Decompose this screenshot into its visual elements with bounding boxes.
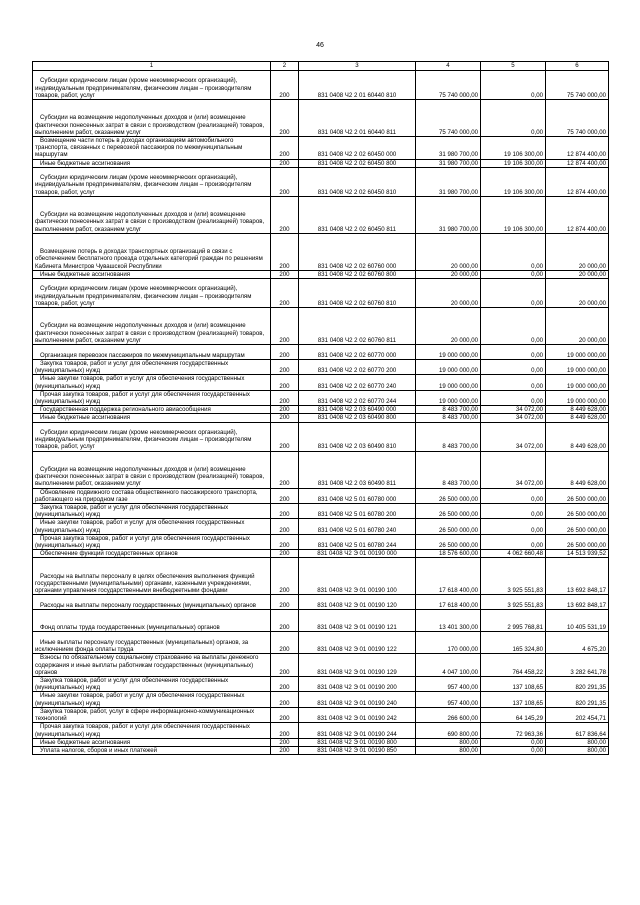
table-row — [33, 375, 609, 390]
row-executed-amount: 34 072,00 — [481, 414, 546, 422]
row-unexecuted-amount: 4 675,20 — [546, 632, 609, 654]
row-name-text: Обновление подвижного состава общественного пассажирского транспорта, работающего на природном газе — [35, 488, 258, 503]
row-budget-classification-code: 831 0408 Ч2 2 02 60770 240 — [299, 375, 416, 390]
row-name-text: Субсидии юридическим лицам (кроме некоммерческих организаций), индивидуальным предпринимателям, физическим лицам – производителям товаров, работ, услуг — [35, 174, 252, 196]
row-budget-classification-code: 831 0408 Ч2 Э 01 00190 200 — [299, 677, 416, 692]
row-budget-classification-code: 831 0408 Ч2 Э 01 00190 121 — [299, 610, 416, 632]
row-budget-classification-code: 831 0408 Ч2 2 03 60490 800 — [299, 414, 416, 422]
row-executed-amount: 0,00 — [481, 746, 546, 754]
row-line-code: 200 — [271, 100, 299, 137]
row-line-code: 200 — [271, 723, 299, 738]
row-executed-amount: 0,00 — [481, 738, 546, 746]
row-name-text: Обеспечение функций государственных органов — [40, 550, 178, 558]
row-name-text: Субсидии на возмещение недополученных доходов и (или) возмещение фактически понесенных затрат в связи с производством (реализацией) товаров, выполнением работ, оказанием услуг — [35, 466, 265, 488]
row-executed-amount: 3 925 551,83 — [481, 595, 546, 610]
row-name-text: Организация перевозок пассажиров по межмуниципальным маршрутам — [40, 351, 245, 359]
row-budget-classification-code: 831 0408 Ч2 Э 01 00190 850 — [299, 746, 416, 754]
row-approved-amount: 20 000,00 — [416, 270, 481, 278]
table-row — [33, 422, 609, 451]
row-approved-amount: 800,00 — [416, 746, 481, 754]
row-name-text: Закупка товаров, работ и услуг для обеспечения государственных (муниципальных) нужд — [35, 504, 229, 519]
table-row — [33, 504, 609, 519]
row-budget-classification-code: 831 0408 Ч2 2 02 60450 810 — [299, 167, 416, 196]
row-name — [33, 270, 271, 278]
row-budget-classification-code: 831 0408 Ч2 5 01 60780 200 — [299, 504, 416, 519]
row-name-text: Уплата налогов, сборов и иных платежей — [40, 746, 158, 754]
row-line-code: 200 — [271, 738, 299, 746]
row-line-code: 200 — [271, 71, 299, 100]
row-approved-amount: 19 000 000,00 — [416, 390, 481, 405]
row-budget-classification-code: 831 0408 Ч2 2 02 60770 244 — [299, 390, 416, 405]
row-name-text: Взносы по обязательному социальному страхованию на выплаты денежного содержания и иные выплаты работникам государственных (муниципальных) органов — [35, 654, 259, 676]
row-name-text: Прочая закупка товаров, работ и услуг для обеспечения государственных (муниципальных) нужд — [35, 390, 250, 406]
row-unexecuted-amount: 20 000,00 — [546, 279, 609, 308]
row-unexecuted-amount: 820 291,35 — [546, 692, 609, 707]
row-name — [33, 167, 271, 196]
row-approved-amount: 20 000,00 — [416, 279, 481, 308]
table-row — [33, 519, 609, 534]
row-unexecuted-amount: 20 000,00 — [546, 233, 609, 270]
row-executed-amount: 19 106 300,00 — [481, 167, 546, 196]
row-unexecuted-amount: 26 500 000,00 — [546, 534, 609, 549]
row-budget-classification-code: 831 0408 Ч2 Э 01 00190 122 — [299, 632, 416, 654]
row-approved-amount: 8 483 700,00 — [416, 414, 481, 422]
row-budget-classification-code: 831 0408 Ч2 2 02 60450 811 — [299, 196, 416, 233]
row-executed-amount: 72 963,36 — [481, 723, 546, 738]
table-row — [33, 167, 609, 196]
row-unexecuted-amount: 12 874 400,00 — [546, 137, 609, 160]
row-line-code: 200 — [271, 414, 299, 422]
row-name — [33, 746, 271, 754]
row-unexecuted-amount: 75 740 000,00 — [546, 100, 609, 137]
row-name — [33, 308, 271, 345]
row-line-code: 200 — [271, 488, 299, 503]
row-name — [33, 233, 271, 270]
row-approved-amount: 31 980 700,00 — [416, 159, 481, 167]
column-header-3: 3 — [299, 62, 416, 71]
row-approved-amount: 690 800,00 — [416, 723, 481, 738]
row-approved-amount: 19 000 000,00 — [416, 360, 481, 375]
row-budget-classification-code: 831 0408 Ч2 2 03 60490 811 — [299, 451, 416, 488]
row-executed-amount: 4 062 660,48 — [481, 550, 546, 558]
row-line-code: 200 — [271, 677, 299, 692]
row-executed-amount: 19 106 300,00 — [481, 196, 546, 233]
table-row — [33, 610, 609, 632]
row-name — [33, 390, 271, 405]
row-name — [33, 610, 271, 632]
row-name-text: Субсидии на возмещение недополученных доходов и (или) возмещение фактически понесенных затрат в связи с производством (реализацией) товаров, выполнением работ, оказанием услуг — [35, 322, 265, 344]
row-line-code: 200 — [271, 519, 299, 534]
row-executed-amount: 34 072,00 — [481, 406, 546, 414]
row-executed-amount: 0,00 — [481, 279, 546, 308]
row-budget-classification-code: 831 0408 Ч2 Э 01 00190 000 — [299, 550, 416, 558]
table-row — [33, 196, 609, 233]
row-budget-classification-code: 831 0408 Ч2 5 01 60780 240 — [299, 519, 416, 534]
row-line-code: 200 — [271, 308, 299, 345]
row-unexecuted-amount: 20 000,00 — [546, 270, 609, 278]
row-unexecuted-amount: 800,00 — [546, 738, 609, 746]
row-line-code: 200 — [271, 390, 299, 405]
row-approved-amount: 19 000 000,00 — [416, 375, 481, 390]
row-name-text: Иные бюджетные ассигнования — [40, 159, 131, 167]
row-name-text: Иные закупки товаров, работ и услуг для обеспечения государственных (муниципальных) нужд — [35, 519, 245, 534]
row-name — [33, 196, 271, 233]
row-name-text: Субсидии юридическим лицам (кроме некоммерческих организаций), индивидуальным предпринимателям, физическим лицам – производителям товаров, работ, услуг — [35, 285, 252, 307]
row-name-text: Субсидии юридическим лицам (кроме некоммерческих организаций), индивидуальным предпринимателям, физическим лицам – производителям товаров, работ, услуг — [35, 77, 252, 99]
row-name — [33, 723, 271, 738]
row-executed-amount: 0,00 — [481, 504, 546, 519]
row-line-code: 200 — [271, 279, 299, 308]
table-row — [33, 654, 609, 677]
row-budget-classification-code: 831 0408 Ч2 2 01 60440 810 — [299, 71, 416, 100]
table-row — [33, 746, 609, 754]
row-line-code: 200 — [271, 360, 299, 375]
row-name — [33, 100, 271, 137]
row-approved-amount: 266 600,00 — [416, 707, 481, 722]
row-line-code: 200 — [271, 550, 299, 558]
row-line-code: 200 — [271, 610, 299, 632]
row-name-text: Иные бюджетные ассигнования — [40, 414, 131, 422]
row-name-text: Иные выплаты персоналу государственных (муниципальных) органов, за исключением фонда оплаты труда — [35, 639, 249, 654]
row-line-code: 200 — [271, 137, 299, 160]
table-row — [33, 558, 609, 595]
table-row — [33, 390, 609, 405]
row-executed-amount: 19 106 300,00 — [481, 137, 546, 160]
table-row — [33, 488, 609, 503]
row-name — [33, 451, 271, 488]
row-unexecuted-amount: 12 874 400,00 — [546, 167, 609, 196]
row-unexecuted-amount: 202 454,71 — [546, 707, 609, 722]
column-header-5: 5 — [481, 62, 546, 71]
table-row — [33, 345, 609, 360]
row-budget-classification-code: 831 0408 Ч2 2 02 60760 800 — [299, 270, 416, 278]
row-name — [33, 375, 271, 390]
row-name — [33, 707, 271, 722]
row-name — [33, 345, 271, 360]
row-approved-amount: 31 980 700,00 — [416, 137, 481, 160]
row-name — [33, 595, 271, 610]
row-budget-classification-code: 831 0408 Ч2 2 02 60760 000 — [299, 233, 416, 270]
row-approved-amount: 75 740 000,00 — [416, 71, 481, 100]
row-line-code: 200 — [271, 159, 299, 167]
row-unexecuted-amount: 12 874 400,00 — [546, 159, 609, 167]
row-executed-amount: 0,00 — [481, 270, 546, 278]
row-name-text: Прочая закупка товаров, работ и услуг для обеспечения государственных (муниципальных) нужд — [35, 723, 250, 738]
row-unexecuted-amount: 19 000 000,00 — [546, 375, 609, 390]
row-executed-amount: 137 108,65 — [481, 692, 546, 707]
table-row — [33, 100, 609, 137]
row-approved-amount: 957 400,00 — [416, 677, 481, 692]
table-row — [33, 137, 609, 160]
row-executed-amount: 2 995 768,81 — [481, 610, 546, 632]
row-line-code: 200 — [271, 746, 299, 754]
row-line-code: 200 — [271, 654, 299, 677]
row-approved-amount: 17 618 400,00 — [416, 595, 481, 610]
row-line-code: 200 — [271, 406, 299, 414]
row-approved-amount: 31 980 700,00 — [416, 167, 481, 196]
row-unexecuted-amount: 8 449 628,00 — [546, 422, 609, 451]
row-budget-classification-code: 831 0408 Ч2 2 02 60770 200 — [299, 360, 416, 375]
row-unexecuted-amount: 26 500 000,00 — [546, 519, 609, 534]
table-row — [33, 308, 609, 345]
table-row — [33, 738, 609, 746]
row-approved-amount: 13 401 300,00 — [416, 610, 481, 632]
row-line-code: 200 — [271, 707, 299, 722]
row-line-code: 200 — [271, 595, 299, 610]
row-executed-amount: 0,00 — [481, 488, 546, 503]
row-budget-classification-code: 831 0408 Ч2 2 02 60450 800 — [299, 159, 416, 167]
table-row — [33, 414, 609, 422]
row-line-code: 200 — [271, 422, 299, 451]
row-unexecuted-amount: 800,00 — [546, 746, 609, 754]
row-unexecuted-amount: 26 500 000,00 — [546, 504, 609, 519]
row-budget-classification-code: 831 0408 Ч2 Э 01 00190 800 — [299, 738, 416, 746]
row-name — [33, 654, 271, 677]
row-unexecuted-amount: 19 000 000,00 — [546, 345, 609, 360]
row-name — [33, 159, 271, 167]
row-unexecuted-amount: 75 740 000,00 — [546, 71, 609, 100]
row-budget-classification-code: 831 0408 Ч2 5 01 60780 244 — [299, 534, 416, 549]
row-budget-classification-code: 831 0408 Ч2 2 02 60760 810 — [299, 279, 416, 308]
column-header-1: 1 — [33, 62, 271, 71]
row-approved-amount: 4 047 100,00 — [416, 654, 481, 677]
row-approved-amount: 170 000,00 — [416, 632, 481, 654]
table-row — [33, 677, 609, 692]
row-name — [33, 360, 271, 375]
row-budget-classification-code: 831 0408 Ч2 Э 01 00190 120 — [299, 595, 416, 610]
row-unexecuted-amount: 19 000 000,00 — [546, 390, 609, 405]
row-name — [33, 504, 271, 519]
row-budget-classification-code: 831 0408 Ч2 2 03 60490 810 — [299, 422, 416, 451]
row-name-text: Закупка товаров, работ и услуг для обеспечения государственных (муниципальных) нужд — [35, 360, 229, 375]
row-executed-amount: 0,00 — [481, 375, 546, 390]
row-line-code: 200 — [271, 233, 299, 270]
row-budget-classification-code: 831 0408 Ч2 2 02 60760 811 — [299, 308, 416, 345]
row-unexecuted-amount: 10 405 531,19 — [546, 610, 609, 632]
row-unexecuted-amount: 13 692 848,17 — [546, 595, 609, 610]
row-unexecuted-amount: 3 282 641,78 — [546, 654, 609, 677]
row-name — [33, 71, 271, 100]
row-unexecuted-amount: 820 291,35 — [546, 677, 609, 692]
row-budget-classification-code: 831 0408 Ч2 2 02 60770 000 — [299, 345, 416, 360]
table-row — [33, 71, 609, 100]
row-approved-amount: 8 483 700,00 — [416, 451, 481, 488]
row-name-text: Фонд оплаты труда государственных (муниципальных) органов — [40, 624, 220, 632]
row-name — [33, 488, 271, 503]
row-line-code: 200 — [271, 375, 299, 390]
row-budget-classification-code: 831 0408 Ч2 2 03 60490 000 — [299, 406, 416, 414]
row-name — [33, 279, 271, 308]
page-number: 46 — [316, 42, 324, 49]
table-row — [33, 406, 609, 414]
row-name-text: Расходы на выплаты персоналу в целях обеспечения выполнения функций государственными (муниципальными) органами, казенными учреждениями, органами управления государственными внебюджетными фондами — [35, 572, 255, 595]
table-header-row — [33, 62, 609, 71]
table-row — [33, 451, 609, 488]
row-name-text: Иные бюджетные ассигнования — [40, 270, 131, 278]
table-body — [33, 71, 609, 755]
row-approved-amount: 8 483 700,00 — [416, 406, 481, 414]
row-line-code: 200 — [271, 451, 299, 488]
row-name-text: Закупка товаров, работ и услуг для обеспечения государственных (муниципальных) нужд — [35, 677, 229, 692]
row-name — [33, 550, 271, 558]
row-name — [33, 632, 271, 654]
row-line-code: 200 — [271, 632, 299, 654]
row-executed-amount: 0,00 — [481, 519, 546, 534]
table-row — [33, 595, 609, 610]
row-executed-amount: 0,00 — [481, 390, 546, 405]
row-approved-amount: 26 500 000,00 — [416, 519, 481, 534]
row-name-text: Иные закупки товаров, работ и услуг для обеспечения государственных (муниципальных) нужд — [35, 375, 245, 390]
row-line-code: 200 — [271, 534, 299, 549]
row-approved-amount: 18 576 600,00 — [416, 550, 481, 558]
row-unexecuted-amount: 20 000,00 — [546, 308, 609, 345]
row-line-code: 200 — [271, 345, 299, 360]
row-line-code: 200 — [271, 270, 299, 278]
row-name-text: Закупка товаров, работ, услуг в сфере информационно-коммуникационных технологий — [35, 707, 255, 723]
row-name-text: Возмещение потерь в доходах транспортных организаций в связи с обеспечением бесплатного проезда отдельных категорий граждан по решениям Кабинета Министров Чувашской Республики — [35, 248, 263, 270]
row-approved-amount: 19 000 000,00 — [416, 345, 481, 360]
row-approved-amount: 20 000,00 — [416, 233, 481, 270]
row-line-code: 200 — [271, 692, 299, 707]
row-name — [33, 677, 271, 692]
row-unexecuted-amount: 8 449 628,00 — [546, 406, 609, 414]
row-name-text: Иные закупки товаров, работ и услуг для обеспечения государственных (муниципальных) нужд — [35, 692, 245, 707]
row-name — [33, 692, 271, 707]
row-name — [33, 534, 271, 549]
row-unexecuted-amount: 8 449 628,00 — [546, 414, 609, 422]
column-header-6: 6 — [546, 62, 609, 71]
row-unexecuted-amount: 12 874 400,00 — [546, 196, 609, 233]
row-unexecuted-amount: 26 500 000,00 — [546, 488, 609, 503]
row-budget-classification-code: 831 0408 Ч2 Э 01 00190 242 — [299, 707, 416, 722]
row-executed-amount: 0,00 — [481, 534, 546, 549]
row-budget-classification-code: 831 0408 Ч2 Э 01 00190 240 — [299, 692, 416, 707]
row-line-code: 200 — [271, 504, 299, 519]
column-header-2: 2 — [271, 62, 299, 71]
row-line-code: 200 — [271, 167, 299, 196]
budget-execution-table — [32, 61, 609, 755]
column-header-4: 4 — [416, 62, 481, 71]
table-row — [33, 360, 609, 375]
row-name — [33, 519, 271, 534]
row-unexecuted-amount: 14 513 939,52 — [546, 550, 609, 558]
table-row — [33, 279, 609, 308]
row-approved-amount: 957 400,00 — [416, 692, 481, 707]
row-executed-amount: 0,00 — [481, 71, 546, 100]
row-approved-amount: 26 500 000,00 — [416, 534, 481, 549]
row-executed-amount: 34 072,00 — [481, 422, 546, 451]
row-executed-amount: 137 108,65 — [481, 677, 546, 692]
row-executed-amount: 764 458,22 — [481, 654, 546, 677]
row-executed-amount: 0,00 — [481, 345, 546, 360]
table-row — [33, 233, 609, 270]
row-executed-amount: 0,00 — [481, 360, 546, 375]
row-approved-amount: 20 000,00 — [416, 308, 481, 345]
row-budget-classification-code: 831 0408 Ч2 Э 01 00190 244 — [299, 723, 416, 738]
row-executed-amount: 19 106 300,00 — [481, 159, 546, 167]
row-name-text: Возмещение части потерь в доходах организациям автомобильного транспорта, связанных с перевозкой пассажиров по межмуниципальным маршрутам — [35, 137, 243, 159]
row-approved-amount: 17 618 400,00 — [416, 558, 481, 595]
row-name — [33, 406, 271, 414]
row-name-text: Иные бюджетные ассигнования — [40, 738, 131, 746]
table-row — [33, 550, 609, 558]
table-row — [33, 270, 609, 278]
row-unexecuted-amount: 19 000 000,00 — [546, 360, 609, 375]
row-budget-classification-code: 831 0408 Ч2 Э 01 00190 129 — [299, 654, 416, 677]
table-row — [33, 692, 609, 707]
row-name — [33, 414, 271, 422]
row-executed-amount: 0,00 — [481, 233, 546, 270]
row-executed-amount: 0,00 — [481, 100, 546, 137]
row-line-code: 200 — [271, 558, 299, 595]
row-budget-classification-code: 831 0408 Ч2 2 01 60440 811 — [299, 100, 416, 137]
row-line-code: 200 — [271, 196, 299, 233]
row-executed-amount: 34 072,00 — [481, 451, 546, 488]
row-name-text: Субсидии юридическим лицам (кроме некоммерческих организаций), индивидуальным предпринимателям, физическим лицам – производителям товаров, работ, услуг — [35, 429, 252, 451]
row-name-text: Расходы на выплаты персоналу государственных (муниципальных) органов — [40, 602, 256, 610]
row-name-text: Субсидии на возмещение недополученных доходов и (или) возмещение фактически понесенных затрат в связи с производством (реализацией) товаров, выполнением работ, оказанием услуг — [35, 211, 265, 233]
row-approved-amount: 26 500 000,00 — [416, 488, 481, 503]
row-unexecuted-amount: 13 692 848,17 — [546, 558, 609, 595]
row-executed-amount: 3 925 551,83 — [481, 558, 546, 595]
table-row — [33, 632, 609, 654]
table-row — [33, 723, 609, 738]
row-unexecuted-amount: 8 449 628,00 — [546, 451, 609, 488]
row-approved-amount: 31 980 700,00 — [416, 196, 481, 233]
row-name — [33, 558, 271, 595]
row-budget-classification-code: 831 0408 Ч2 5 01 60780 000 — [299, 488, 416, 503]
row-approved-amount: 8 483 700,00 — [416, 422, 481, 451]
row-executed-amount: 64 145,29 — [481, 707, 546, 722]
row-name — [33, 422, 271, 451]
row-executed-amount: 165 324,80 — [481, 632, 546, 654]
row-approved-amount: 75 740 000,00 — [416, 100, 481, 137]
table-row — [33, 159, 609, 167]
table-row — [33, 534, 609, 549]
row-name-text: Государственная поддержка регионального авиасообщения — [40, 406, 211, 414]
row-approved-amount: 26 500 000,00 — [416, 504, 481, 519]
row-executed-amount: 0,00 — [481, 308, 546, 345]
row-budget-classification-code: 831 0408 Ч2 Э 01 00190 100 — [299, 558, 416, 595]
row-name-text: Прочая закупка товаров, работ и услуг для обеспечения государственных (муниципальных) нужд — [35, 534, 250, 550]
row-name — [33, 738, 271, 746]
row-name — [33, 137, 271, 160]
table-row — [33, 707, 609, 722]
row-name-text: Субсидии на возмещение недополученных доходов и (или) возмещение фактически понесенных затрат в связи с производством (реализацией) товаров, выполнением работ, оказанием услуг — [35, 114, 265, 136]
row-approved-amount: 800,00 — [416, 738, 481, 746]
row-budget-classification-code: 831 0408 Ч2 2 02 60450 000 — [299, 137, 416, 160]
row-unexecuted-amount: 617 836,64 — [546, 723, 609, 738]
